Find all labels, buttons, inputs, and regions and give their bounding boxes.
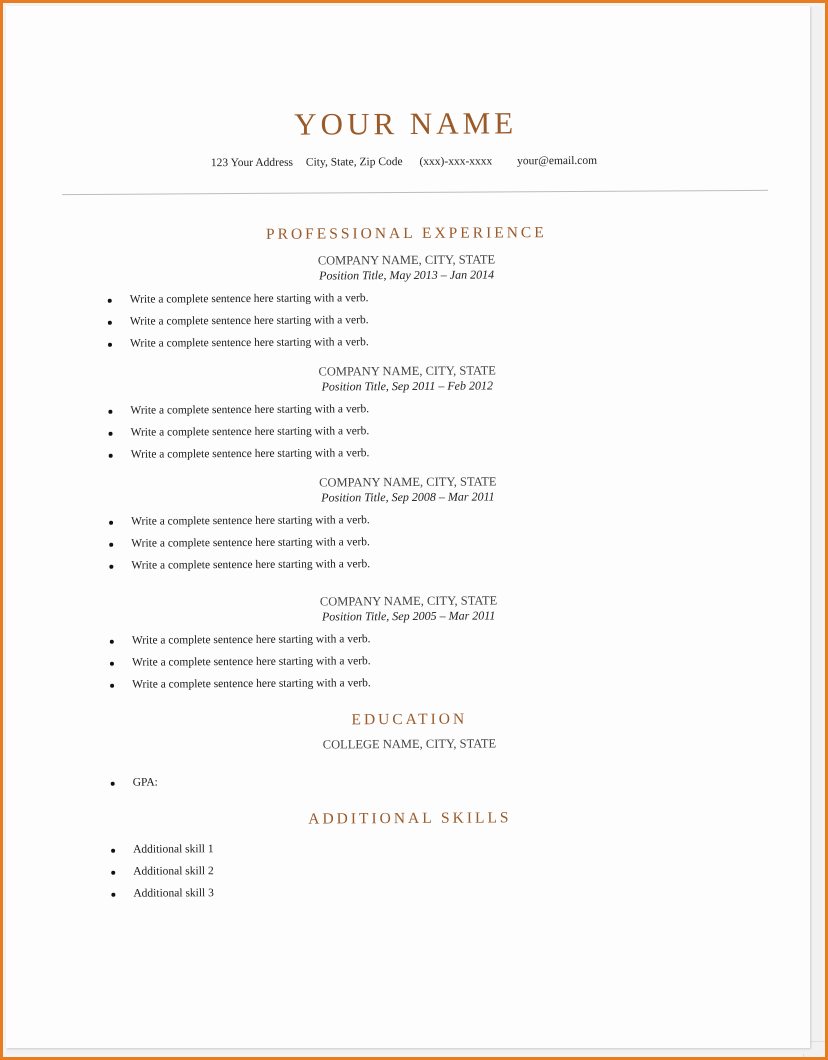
list-item: Write a complete sentence here starting with a verb. bbox=[107, 672, 371, 696]
list-item: Write a complete sentence here starting with a verb. bbox=[105, 398, 369, 422]
job-position: Position Title, Sep 2008 – Mar 2011 bbox=[321, 489, 495, 505]
list-item: Additional skill 1 bbox=[108, 838, 214, 861]
resume-page bbox=[6, 6, 810, 1048]
list-item: Write a complete sentence here starting with a verb. bbox=[105, 287, 369, 311]
contact-city-state-zip: City, State, Zip Code bbox=[305, 156, 403, 169]
list-item: GPA: bbox=[108, 772, 158, 794]
list-item: Additional skill 2 bbox=[108, 860, 214, 883]
job-position: Position Title, May 2013 – Jan 2014 bbox=[319, 267, 495, 283]
contact-email: your@email.com bbox=[517, 154, 598, 168]
list-item: Write a complete sentence here starting with a verb. bbox=[107, 628, 371, 652]
job-bullet-list bbox=[106, 509, 370, 577]
list-item: Write a complete sentence here starting with a verb. bbox=[106, 509, 370, 533]
section-title-skills: ADDITIONAL SKILLS bbox=[308, 809, 512, 828]
college-name: COLLEGE NAME, CITY, STATE bbox=[322, 736, 497, 752]
list-item: Write a complete sentence here starting with a verb. bbox=[106, 531, 370, 555]
contact-address: 123 Your Address bbox=[210, 156, 294, 170]
job-position: Position Title, Sep 2005 – Mar 2011 bbox=[321, 608, 496, 624]
job-company: COMPANY NAME, CITY, STATE bbox=[317, 252, 496, 268]
job-company: COMPANY NAME, CITY, STATE bbox=[319, 593, 498, 609]
section-title-education: EDUCATION bbox=[351, 710, 468, 729]
resume-document bbox=[3, 4, 813, 1051]
job-company: COMPANY NAME, CITY, STATE bbox=[319, 474, 497, 490]
list-item: Write a complete sentence here starting with a verb. bbox=[105, 420, 369, 444]
list-item: Write a complete sentence here starting with a verb. bbox=[105, 309, 369, 333]
header-divider bbox=[62, 190, 768, 195]
job-bullet-list bbox=[105, 398, 369, 466]
list-item: Additional skill 3 bbox=[108, 882, 214, 905]
contact-line bbox=[211, 155, 611, 169]
resume-name: YOUR NAME bbox=[294, 105, 518, 142]
contact-phone: (xxx)-xxx-xxxx bbox=[419, 155, 493, 168]
education-bullet-list bbox=[108, 772, 158, 794]
skills-bullet-list bbox=[108, 838, 214, 905]
list-item: Write a complete sentence here starting with a verb. bbox=[105, 331, 369, 355]
list-item: Write a complete sentence here starting with a verb. bbox=[106, 553, 370, 577]
job-bullet-list bbox=[107, 628, 371, 696]
list-item: Write a complete sentence here starting with a verb. bbox=[106, 442, 370, 466]
list-item: Write a complete sentence here starting with a verb. bbox=[107, 650, 371, 674]
job-company: COMPANY NAME, CITY, STATE bbox=[318, 363, 496, 379]
job-position: Position Title, Sep 2011 – Feb 2012 bbox=[321, 378, 494, 394]
job-bullet-list bbox=[105, 287, 369, 355]
section-title-experience: PROFESSIONAL EXPERIENCE bbox=[265, 224, 547, 243]
